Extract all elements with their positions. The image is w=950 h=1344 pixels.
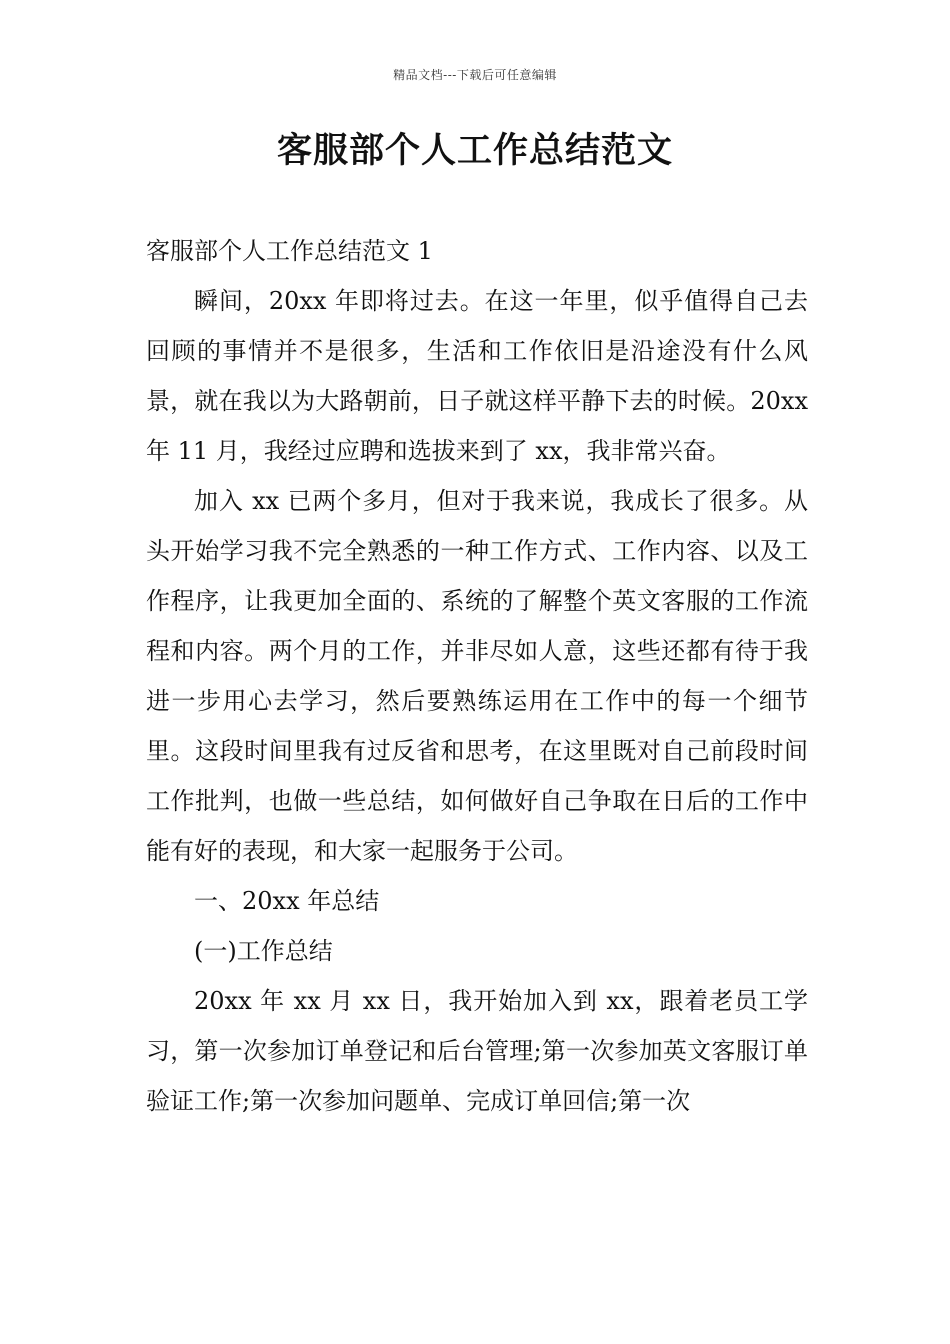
paragraph-experience: 加入 xx 已两个多月，但对于我来说，我成长了很多。从头开始学习我不完全熟悉的一种工作方式、工作内容、以及工作程序，让我更加全面的、系统的了解整个英文客服的工作流程和内容。两个月的工作，并非尽如人意，这些还都有待于我进一步用心去学习，然后要熟练运用在工作中的每一个细节里。这段时间里我有过反省和思考，在这里既对自己前段时间工作批判，也做一些总结，如何做好自己争取在日后的工作中能有好的表现，和大家一起服务于公司。 — [146, 487, 808, 865]
document-body — [146, 226, 808, 1126]
paragraph-work-summary: 20xx 年 xx 月 xx 日，我开始加入到 xx，跟着老员工学习，第一次参加订单登记和后台管理;第一次参加英文客服订单验证工作;第一次参加问题单、完成订单回信;第一次 — [146, 987, 808, 1115]
section-subtitle: 客服部个人工作总结范文 1 — [146, 237, 433, 265]
page-header-note: 精品文档---下载后可任意编辑 — [393, 68, 557, 82]
subsection-heading-work: (一)工作总结 — [194, 937, 333, 965]
document-title: 客服部个人工作总结范文 — [276, 130, 673, 171]
paragraph-intro: 瞬间，20xx 年即将过去。在这一年里，似乎值得自己去回顾的事情并不是很多，生活和工作依旧是沿途没有什么风景，就在我以为大路朝前，日子就这样平静下去的时候。20xx 年 11 月，我经过应聘和选拔来到了 xx，我非常兴奋。 — [146, 287, 808, 465]
section-heading-summary: 一、20xx 年总结 — [194, 887, 380, 915]
